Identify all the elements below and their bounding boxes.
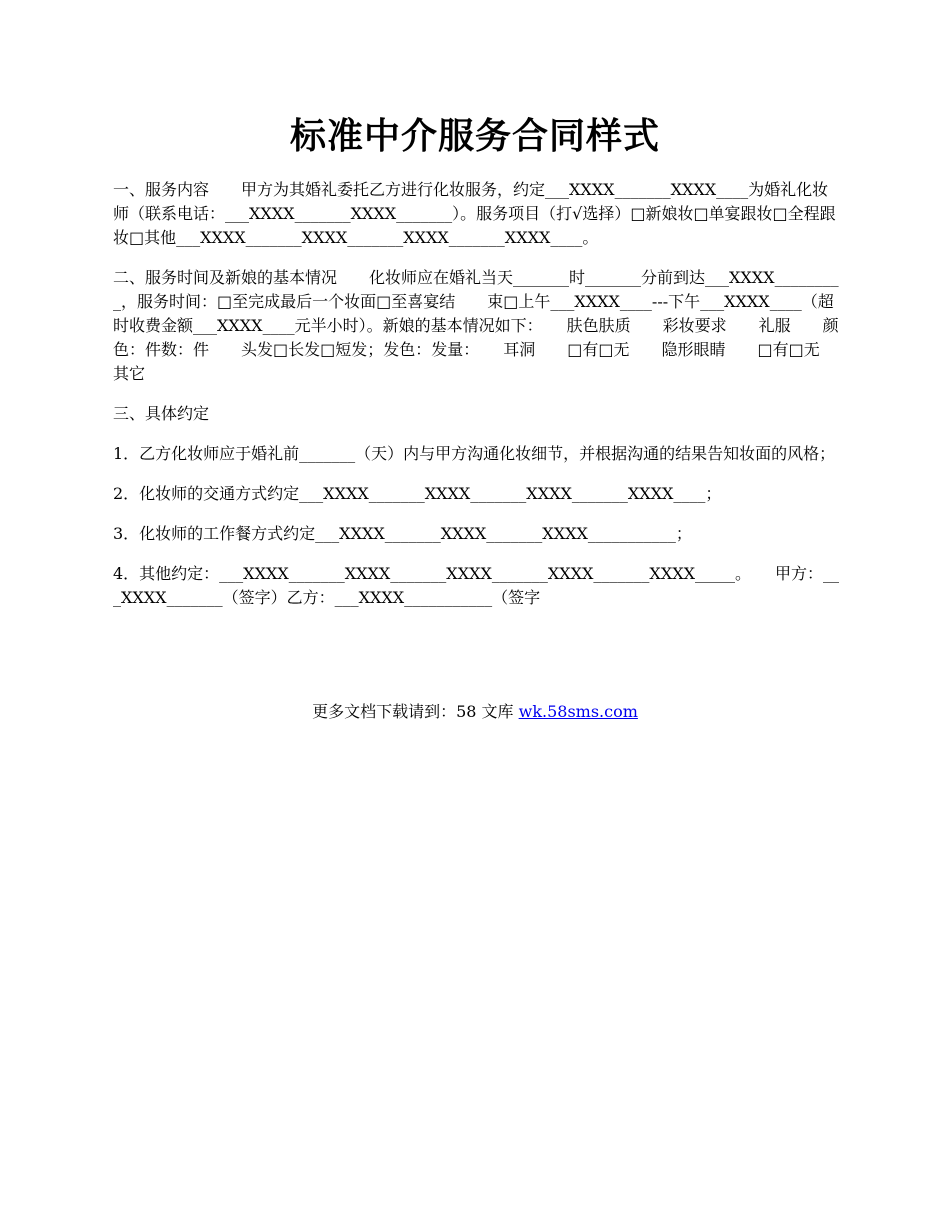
footer-text: 更多文档下载请到：58 文库	[312, 702, 519, 721]
footer	[0, 700, 950, 724]
clause-3: 3．化妆师的工作餐方式约定___XXXX_______XXXX_______XXXX___________；	[113, 524, 692, 543]
document-title: 标准中介服务合同样式	[289, 115, 660, 157]
footer-link[interactable]: wk.58sms.com	[518, 702, 638, 721]
clause-1: 1．乙方化妆师应于婚礼前_______（天）内与甲方沟通化妆细节，并根据沟通的结果告知妆面的风格；	[113, 444, 836, 463]
clause-2: 2．化妆师的交通方式约定___XXXX_______XXXX_______XXXX_______XXXX____；	[113, 484, 722, 503]
section-service-content: 一、服务内容 甲方为其婚礼委托乙方进行化妆服务，约定___XXXX_______XXXX____为婚礼化妆师（联系电话：___XXXX_______XXXX_______）。服务项目（打√选择）□新娘妆□单宴跟妆□全程跟妆□其他___XXXX_______XXXX_______XXXX_______XXXX____。	[113, 180, 836, 247]
section-specific-heading: 三、具体约定	[113, 404, 210, 423]
clause-4: 4．其他约定：___XXXX_______XXXX_______XXXX_______XXXX_______XXXX_____。 甲方：___XXXX_______（签字）乙方：___XXXX___________（签字	[113, 564, 839, 607]
section-service-time: 二、服务时间及新娘的基本情况 化妆师应在婚礼当天_______时_______分前到达___XXXX_________，服务时间：□至完成最后一个妆面□至喜宴结 束□上午___XXXX____---下午___XXXX____（超时收费金额___XXXX____元半小时）。新娘的基本情况如下： 肤色肤质 彩妆要求 礼服 颜色：件数：件 头发□长发□短发；发色：发量： 耳洞 □有□无 隐形眼睛 □有□无 其它	[113, 268, 852, 383]
document-body	[113, 178, 852, 626]
